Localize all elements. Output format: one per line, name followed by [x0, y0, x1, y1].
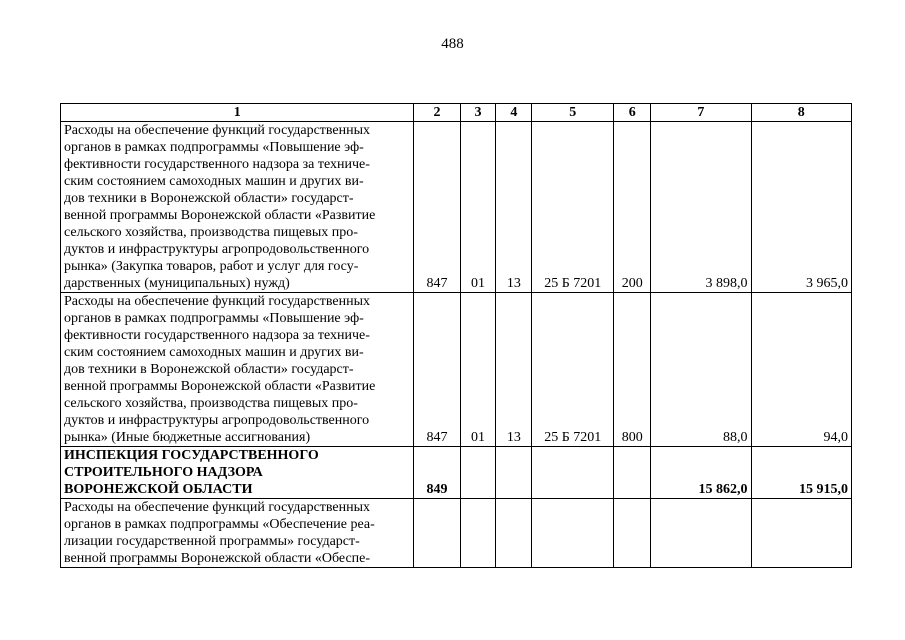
header-col-6: 6	[614, 104, 651, 122]
description-line: органов в рамках подпрограммы «Повышение эф-	[64, 311, 364, 326]
header-col-5: 5	[532, 104, 614, 122]
description-line: дов техники в Воронежской области» государст-	[64, 362, 354, 377]
table-row	[61, 447, 852, 499]
row-description	[61, 499, 414, 568]
description-line: ским состоянием самоходных машин и других ви-	[64, 345, 364, 360]
cell-section: 01	[460, 293, 496, 447]
table-row	[61, 293, 852, 447]
header-col-2: 2	[414, 104, 460, 122]
cell-amount-year-1: 15 862,0	[651, 447, 751, 499]
header-col-7: 7	[651, 104, 751, 122]
cell-section	[460, 447, 496, 499]
description-line: ИНСПЕКЦИЯ ГОСУДАРСТВЕННОГО	[64, 448, 319, 463]
cell-ministry-code	[414, 499, 460, 568]
cell-amount-year-2: 15 915,0	[751, 447, 851, 499]
cell-ministry-code: 849	[414, 447, 460, 499]
cell-target-article: 25 Б 7201	[532, 122, 614, 293]
description-line: рынка» (Закупка товаров, работ и услуг для госу-	[64, 259, 359, 274]
cell-expense-type: 200	[614, 122, 651, 293]
description-line: фективности государственного надзора за техниче-	[64, 328, 370, 343]
cell-amount-year-2: 3 965,0	[751, 122, 851, 293]
description-line: венной программы Воронежской области «Развитие	[64, 379, 376, 394]
description-line: Расходы на обеспечение функций государственных	[64, 500, 371, 515]
description-line: дуктов и инфраструктуры агропродовольственного	[64, 413, 370, 428]
description-line: рынка» (Иные бюджетные ассигнования)	[64, 430, 311, 445]
description-line: дарственных (муниципальных) нужд)	[64, 276, 290, 291]
row-description	[61, 122, 414, 293]
page-number: 488	[441, 36, 464, 52]
header-col-4: 4	[496, 104, 532, 122]
description-line: лизации государственной программы» государст-	[64, 534, 360, 549]
cell-expense-type: 800	[614, 293, 651, 447]
description-line: органов в рамках подпрограммы «Повышение эф-	[64, 140, 364, 155]
cell-section	[460, 499, 496, 568]
cell-section: 01	[460, 122, 496, 293]
description-line: сельского хозяйства, производства пищевых про-	[64, 396, 358, 411]
description-line: СТРОИТЕЛЬНОГО НАДЗОРА	[64, 465, 263, 480]
description-line: ским состоянием самоходных машин и других ви-	[64, 174, 364, 189]
description-line: дуктов и инфраструктуры агропродовольственного	[64, 242, 370, 257]
description-line: органов в рамках подпрограммы «Обеспечение реа-	[64, 517, 375, 532]
cell-subsection	[496, 499, 532, 568]
header-col-8: 8	[751, 104, 851, 122]
cell-target-article	[532, 447, 614, 499]
cell-amount-year-2: 94,0	[751, 293, 851, 447]
description-line: ВОРОНЕЖСКОЙ ОБЛАСТИ	[64, 482, 253, 497]
row-description	[61, 447, 414, 499]
cell-amount-year-1: 3 898,0	[651, 122, 751, 293]
description-line: венной программы Воронежской области «Обеспе-	[64, 551, 371, 566]
cell-ministry-code: 847	[414, 293, 460, 447]
cell-amount-year-1	[651, 499, 751, 568]
cell-amount-year-2	[751, 499, 851, 568]
cell-subsection	[496, 447, 532, 499]
cell-ministry-code: 847	[414, 122, 460, 293]
table-row	[61, 122, 852, 293]
description-line: Расходы на обеспечение функций государственных	[64, 123, 371, 138]
table-row	[61, 499, 852, 568]
cell-expense-type	[614, 499, 651, 568]
row-description	[61, 293, 414, 447]
description-line: дов техники в Воронежской области» государст-	[64, 191, 354, 206]
cell-subsection: 13	[496, 293, 532, 447]
description-line: Расходы на обеспечение функций государственных	[64, 294, 371, 309]
cell-amount-year-1: 88,0	[651, 293, 751, 447]
description-line: фективности государственного надзора за техниче-	[64, 157, 370, 172]
header-col-1: 1	[61, 104, 414, 122]
cell-subsection: 13	[496, 122, 532, 293]
header-row	[61, 104, 852, 122]
cell-target-article: 25 Б 7201	[532, 293, 614, 447]
description-line: венной программы Воронежской области «Развитие	[64, 208, 376, 223]
cell-expense-type	[614, 447, 651, 499]
cell-target-article	[532, 499, 614, 568]
description-line: сельского хозяйства, производства пищевых про-	[64, 225, 358, 240]
header-col-3: 3	[460, 104, 496, 122]
budget-table	[60, 103, 852, 568]
